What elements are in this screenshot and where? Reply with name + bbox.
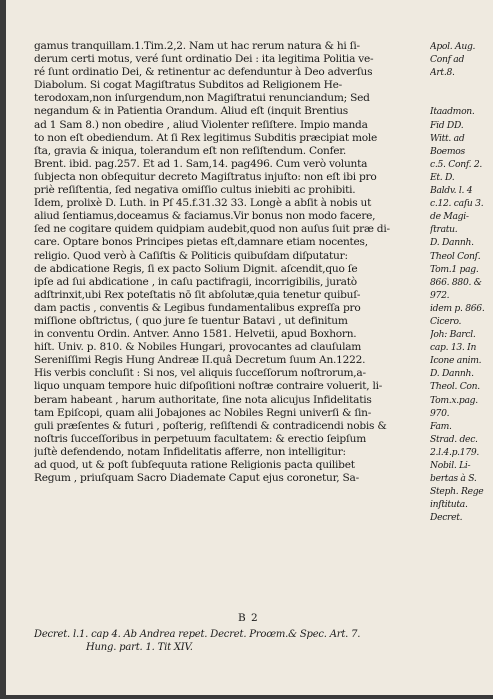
margin-note-line: Cicero. (430, 315, 462, 327)
margin-note-line: bertas à S. (430, 473, 477, 485)
margin-note-line: Et. D. (430, 171, 455, 183)
margin-note-line: Strad. dec. (430, 433, 478, 445)
signature-mark: B 2 (238, 612, 259, 624)
margin-note-line: 972. (430, 289, 450, 301)
margin-note-line: Baldv. l. 4 (430, 185, 473, 197)
text-line: religio. Quod verò à Caſiſtis & Politicis quibuſdam diſputatur: (34, 249, 348, 262)
text-line: dam pactis , conventis & Legibus fundamentalibus expreſſa pro (34, 301, 361, 314)
text-line: gamus tranquillam.1.Tim.2,2. Nam ut hac rerum natura & hi ſi- (34, 40, 360, 52)
margin-note-line: D. Dannh. (430, 368, 474, 380)
text-line: adſtrinxit,ubi Rex poteſtatis nō ſit abſolutæ,quia tenetur quibuſ- (34, 288, 361, 301)
margin-note-line: Fam. (430, 420, 452, 432)
text-line: terodoxam,non inſurgendum,non Magiſtratui renunciandum; Sed (34, 92, 370, 105)
margin-note-line: D. Dannh. (430, 237, 474, 249)
margin-note-line: Conf ad (430, 54, 465, 66)
margin-note-line: Icone anim. (430, 355, 482, 367)
text-line: priè reſiſtentia, ſed negativa omiſſio cultus iniebiti ac prohibiti. (34, 184, 356, 197)
margin-note-line: idem p. 866. (430, 302, 485, 314)
text-line: ſta, gravia & iniqua, tolerandum eſt non reſiſtendum. Confer. (34, 144, 347, 157)
text-line: ſubjecta non obſequitur decreto Magiſtratus injuſto: non eſt ibi pro (34, 170, 377, 183)
margin-note-line (430, 79, 493, 92)
margin-note-line: Decret. (430, 512, 463, 524)
footnote-line: Decret. l.1. cap 4. Ab Andrea repet. Decret. Proœm.& Spec. Art. 7. (34, 629, 361, 640)
text-line: Sereniſſimi Regis Hung Andreæ II.quâ Decretum ſuum An.1222. (34, 354, 366, 367)
text-line: Idem, prolixè D. Luth. in Pſ 45.f.31.32 33. Longè a abſit à nobis ut (34, 197, 372, 210)
margin-note-line: 970. (430, 407, 450, 419)
footnote (34, 628, 474, 654)
margin-note-line: 866. 880. & (430, 276, 482, 288)
text-line: ad 1 Sam 8.) non obedire , aliud Violenter reſiſtere. Impio manda (34, 118, 368, 131)
text-line: miſſione obſtrictus, ( quo jure ſe tuentur Batavi , ut definitum (34, 314, 348, 327)
text-line: juſtè defendendo, notam Infidelitatis afferre, non intelligitur: (34, 445, 346, 458)
margin-note-line: c.12. caſu 3. (430, 198, 484, 210)
text-line: tam Epiſcopi, quam alii Jobajones ac Nobiles Regni univerſi & ſin- (34, 406, 372, 419)
text-line: His verbis concluſit : Si nos, vel aliquis ſucceſſorum noſtrorum,a- (34, 367, 366, 380)
margin-note-line: c.5. Conf. 2. (430, 158, 483, 170)
text-line: Diabolum. Si cogat Magiſtratus Subditos ad Religionem He- (34, 79, 343, 92)
margin-note-line: Theol. Con. (430, 381, 480, 393)
margin-note-line: Boemos (430, 145, 465, 157)
text-line: de abdicatione Regis, ſi ex pacto Solium Dignit. aſcendit,quo ſe (34, 262, 358, 275)
margin-note-line: Witt. ad (430, 132, 465, 144)
margin-note-line: ſtratu. (430, 224, 458, 236)
margin-note-line: de Magi- (430, 211, 469, 223)
text-line: care. Optare bonos Principes pietas eſt,damnare etiam nocentes, (34, 236, 368, 249)
margin-note-line (430, 92, 493, 105)
margin-note-line: 2.l.4.p.179. (430, 446, 480, 458)
margin-note-line: inſtituta. (430, 499, 468, 511)
margin-note-line: Nobil. Li- (430, 460, 471, 471)
margin-note-line: Tom.x.pag. (430, 394, 478, 406)
text-line: liquo unquam tempore huic diſpoſitioni noſtræ contraire voluerit, li- (34, 380, 383, 393)
margin-note-line: Theol Conſ. (430, 250, 481, 262)
main-text-column (34, 40, 426, 485)
text-line: ré ſunt ordinatio Dei, & retinentur ac defenduntur à Deo adverſus (34, 66, 373, 79)
margin-note-line: Steph. Rege (430, 486, 484, 498)
text-line: to non eſt obediendum. At ſi Rex legitimus Subditis præcipiat mole (34, 131, 378, 144)
text-line: negandum & in Patientia Orandum. Aliud eſt (inquit Brentius (34, 105, 348, 118)
margin-note-line: Tom.1 pag. (430, 263, 479, 275)
text-line: ipſe ad ſui abdicatione , in caſu pactifragii, incorrigibilis, juratò (34, 275, 357, 288)
text-line: beram habeant , harum authoritate, ſine nota alicujus Infidelitatis (34, 393, 372, 406)
margin-note-line: Itaadmon. (430, 106, 475, 118)
text-line: hiſt. Univ. p. 810. & Nobiles Hungari, provocantes ad clauſulam (34, 341, 362, 354)
text-line: guli præſentes & futuri , poſterig, reſiſtendi & contradicendi nobis & (34, 419, 387, 432)
text-line: Regum , priuſquam Sacro Diademate Caput ejus coronetur, Sa- (34, 472, 359, 485)
margin-note-line: Fid DD. (430, 119, 464, 131)
margin-note-line: Apol. Aug. (430, 41, 476, 52)
margin-note-line: Joh: Barcl. (430, 329, 476, 341)
margin-notes-column (430, 40, 493, 524)
margin-note-line: cap. 13. In (430, 342, 477, 354)
text-line: ſed ne cogitare quidem quidpiam audebit,quod non auſus ſuit præ di- (34, 223, 390, 236)
footnote-line: Hung. part. 1. Tit XIV. (86, 642, 193, 653)
text-line: ad quod, ut & poſt ſubſequuta ratione Religionis pacta quilibet (34, 459, 355, 471)
text-line: derum certi motus, veré ſunt ordinatio Dei : ita legitima Politia ve- (34, 53, 374, 66)
text-line: noſtris ſucceſſoribus in perpetuum facultatem: & erectio ſeipſum (34, 432, 366, 445)
margin-note-line: Art.8. (430, 67, 455, 79)
text-line: Brent. ibid. pag.257. Et ad 1. Sam,14. pag496. Cum verò volunta (34, 157, 368, 170)
text-line: in conventu Ordin. Antver. Anno 1581. Helvetii, apud Boxhorn. (34, 328, 357, 341)
text-line: aliud ſentiamus,doceamus & faciamus.Vir bonus non modo facere, (34, 210, 376, 223)
